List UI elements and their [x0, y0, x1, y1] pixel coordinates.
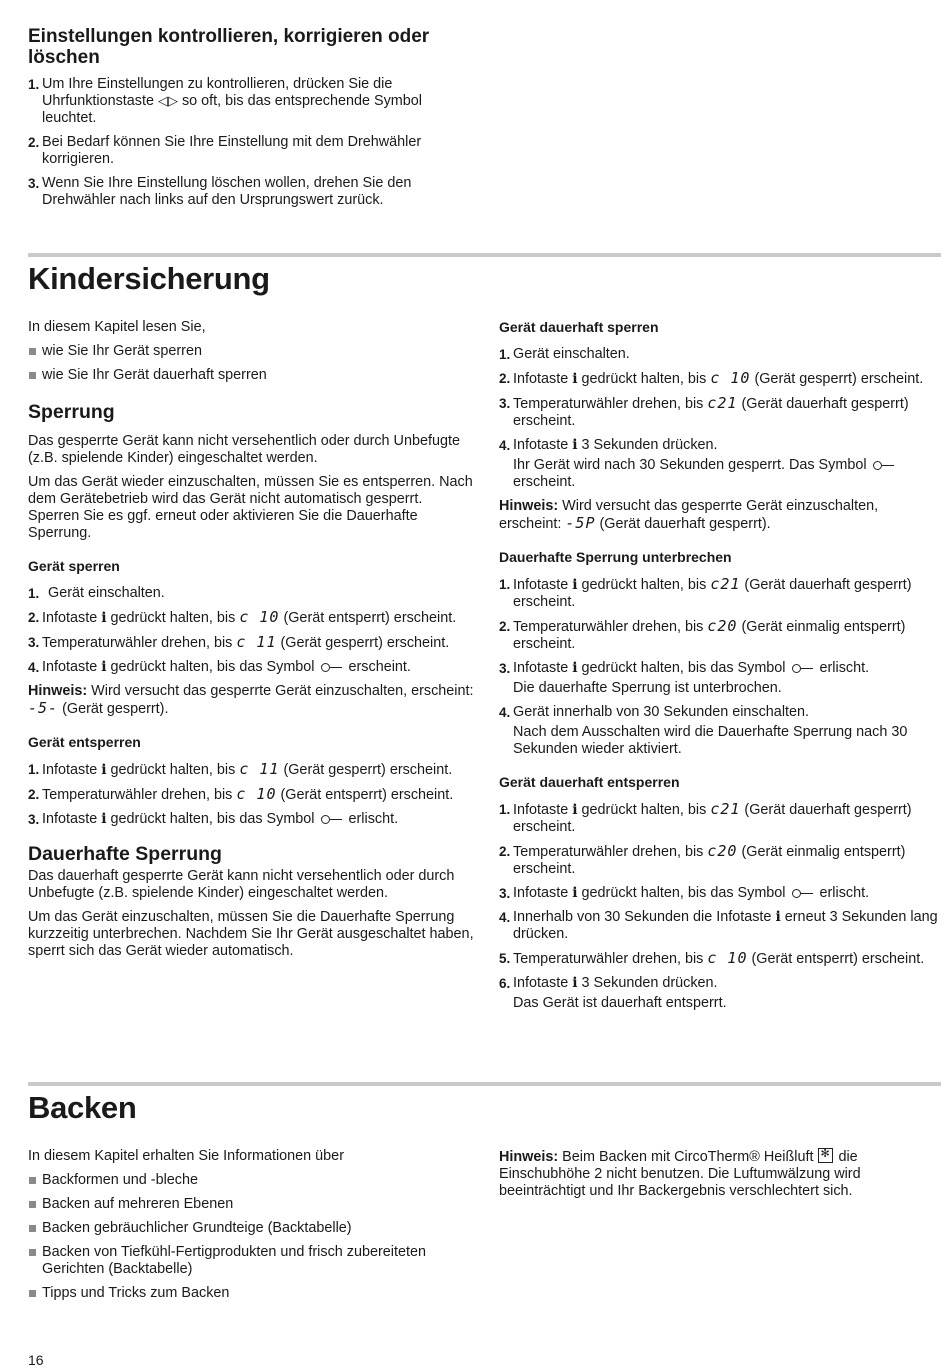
list-item: 2. Infotaste i gedrückt halten, bis c 10 (Gerät gesperrt) erscheint. — [499, 369, 924, 387]
list-item: 4. Innerhalb von 30 Sekunden die Infotaste i erneut 3 Sekunden lang drücken. — [499, 909, 938, 942]
list-item: 6. Infotaste i 3 Sekunden drücken. Das Gerät ist dauerhaft entsperrt. — [499, 975, 727, 1011]
sperrung-p2: Um das Gerät wieder einzuschalten, müssen Sie es entsperren. Nach dem Gerätebetrieb wird das Gerät nicht automatisch gesperrt. Sperren Sie es ggf. erneut oder aktivieren Sie die Dauerhafte Sperrung. — [28, 474, 473, 541]
divider — [28, 253, 941, 257]
kinder-intro: In diesem Kapitel lesen Sie, — [28, 319, 206, 335]
dauerhaft-p2: Um das Gerät einzuschalten, müssen Sie die Dauerhafte Sperrung kurzzeitig unterbrechen. Nachdem Sie Ihr Gerät ausgeschaltet haben, sperrt sich das Gerät wieder automatisch. — [28, 909, 474, 959]
backen-left-column — [28, 1148, 474, 1309]
list-item: 3. Infotaste i gedrückt halten, bis das Symbol erlischt. — [499, 885, 870, 901]
list-item: 1. Infotaste i gedrückt halten, bis c21 (Gerät dauerhaft gesperrt) erscheint. — [499, 800, 912, 835]
backen-title: Backen — [28, 1090, 137, 1125]
info-icon: i — [775, 909, 781, 925]
list-item: 2. Bei Bedarf können Sie Ihre Einstellung mit dem Drehwähler korrigieren. — [28, 134, 422, 167]
key-icon — [321, 815, 343, 824]
section-check — [28, 26, 478, 216]
list-item: 4. Gerät innerhalb von 30 Sekunden einschalten. Nach dem Ausschalten wird die Dauerhafte Sperrung nach 30 Sekunden wieder aktiviert. — [499, 704, 908, 757]
display-code: c 11 — [236, 633, 277, 651]
list-item: 4. Infotaste i 3 Sekunden drücken. Ihr Gerät wird nach 30 Sekunden gesperrt. Das Symbol erscheint. — [499, 437, 941, 491]
list-item: 1. Um Ihre Einstellungen zu kontrollieren, drücken Sie die Uhrfunktionstaste ◁▷ so oft, bis das entsprechende Symbol leuchtet. — [28, 76, 422, 126]
list-item: 2. Temperaturwähler drehen, bis c 10 (Gerät entsperrt) erscheint. — [28, 785, 454, 803]
list-item: 4. Infotaste i gedrückt halten, bis das Symbol erscheint. — [28, 659, 411, 675]
list-item: 1. Gerät einschalten. — [28, 585, 165, 601]
info-icon: i — [572, 975, 578, 991]
kinder-bullets — [28, 343, 474, 384]
display-code: c20 — [707, 617, 738, 635]
list-item: 3. Temperaturwähler drehen, bis c 11 (Gerät gesperrt) erscheint. — [28, 633, 450, 651]
sperren-note: Hinweis: Wird versucht das gesperrte Gerät einzuschalten, erscheint: -5- (Gerät gesperrt). — [28, 683, 474, 717]
unterbrechen-title: Dauerhafte Sperrung unterbrechen — [499, 549, 732, 565]
list-item: 2. Infotaste i gedrückt halten, bis c 10 (Gerät entsperrt) erscheint. — [28, 608, 457, 626]
display-code: c 10 — [707, 949, 748, 967]
info-icon: i — [572, 437, 578, 453]
list-item: 5. Temperaturwähler drehen, bis c 10 (Gerät entsperrt) erscheint. — [499, 949, 925, 967]
entsperren-steps — [28, 761, 474, 828]
list-item: 3. Wenn Sie Ihre Einstellung löschen wollen, drehen Sie den Drehwähler nach links auf den Ursprungswert zurück. — [28, 175, 412, 208]
dauerhaft-p1: Das dauerhaft gesperrte Gerät kann nicht versehentlich oder durch Unbefugte (z.B. spielende Kinder) eingeschaltet werden. — [28, 868, 455, 901]
info-icon: i — [101, 610, 107, 626]
sperren-steps — [28, 585, 474, 676]
display-code: c20 — [707, 842, 738, 860]
list-item: 1. Infotaste i gedrückt halten, bis c 11 (Gerät gesperrt) erscheint. — [28, 760, 453, 778]
unterbrechen-steps — [499, 576, 941, 758]
circotherm-fan-icon — [818, 1148, 833, 1163]
sperrung-p1: Das gesperrte Gerät kann nicht versehentlich oder durch Unbefugte (z.B. spielende Kinder) eingeschaltet werden. — [28, 433, 460, 466]
display-code: -5P — [565, 514, 596, 532]
dauer-entsperren-title: Gerät dauerhaft entsperren — [499, 774, 680, 790]
dauer-entsperren-steps — [499, 801, 941, 1012]
display-code: c 10 — [239, 608, 280, 626]
info-icon: i — [572, 371, 578, 387]
display-code: c21 — [707, 394, 738, 412]
key-icon — [873, 461, 895, 470]
info-icon: i — [101, 811, 107, 827]
list-item: 3. Infotaste i gedrückt halten, bis das Symbol erlischt. Die dauerhafte Sperrung ist unterbrochen. — [499, 660, 870, 696]
kinder-left-column — [28, 319, 474, 967]
dauerhaft-title: Dauerhafte Sperrung — [28, 843, 222, 865]
info-icon: i — [572, 885, 578, 901]
kinder-title: Kindersicherung — [28, 261, 270, 296]
sperrung-title: Sperrung — [28, 401, 115, 423]
list-item: 1. Infotaste i gedrückt halten, bis c21 (Gerät dauerhaft gesperrt) erscheint. — [499, 575, 912, 610]
dauer-sperren-note: Hinweis: Wird versucht das gesperrte Gerät einzuschalten, erscheint: -5P (Gerät dauerhaft gesperrt). — [499, 498, 879, 532]
check-steps — [28, 76, 478, 209]
display-code: -5- — [28, 699, 59, 717]
list-item: 2. Temperaturwähler drehen, bis c20 (Gerät einmalig entsperrt) erscheint. — [499, 842, 906, 877]
backen-bullets — [28, 1172, 474, 1302]
info-icon: i — [572, 660, 578, 676]
list-item: Backen von Tiefkühl-Fertigprodukten und frisch zubereiteten Gerichten (Backtabelle) — [28, 1244, 474, 1278]
backen-intro: In diesem Kapitel erhalten Sie Informationen über — [28, 1148, 344, 1164]
info-icon: i — [572, 802, 578, 818]
display-code: c 10 — [710, 369, 751, 387]
list-item: 2. Temperaturwähler drehen, bis c20 (Gerät einmalig entsperrt) erscheint. — [499, 617, 906, 652]
key-icon — [792, 889, 814, 898]
list-item: 3. Infotaste i gedrückt halten, bis das Symbol erlischt. — [28, 811, 399, 827]
dauer-sperren-steps — [499, 346, 941, 491]
list-item: wie Sie Ihr Gerät dauerhaft sperren — [28, 367, 474, 384]
list-item: 1. Gerät einschalten. — [499, 346, 630, 362]
key-icon — [792, 664, 814, 673]
display-code: c 10 — [236, 785, 277, 803]
dauer-sperren-title: Gerät dauerhaft sperren — [499, 319, 659, 335]
clock-function-icon: ◁▷ — [157, 94, 178, 109]
kinder-right-column — [499, 319, 941, 1019]
list-item: Tipps und Tricks zum Backen — [28, 1285, 474, 1302]
sperren-title: Gerät sperren — [28, 558, 120, 574]
divider — [28, 1082, 941, 1086]
info-icon: i — [101, 762, 107, 778]
backen-right-column — [499, 1148, 941, 1207]
page-number: 16 — [28, 1352, 44, 1368]
info-icon: i — [572, 577, 578, 593]
backen-note: Hinweis: Beim Backen mit CircoTherm® Heißluft ✻ die Einschubhöhe 2 nicht benutzen. Die Luftumwälzung wird beeinträchtigt und Ihr Backergebnis verschlechtert sich. — [499, 1148, 941, 1200]
display-code: c 11 — [239, 760, 280, 778]
display-code: c21 — [710, 575, 741, 593]
list-item: Backen gebräuchlicher Grundteige (Backtabelle) — [28, 1220, 474, 1237]
info-icon: i — [101, 659, 107, 675]
list-item: 3. Temperaturwähler drehen, bis c21 (Gerät dauerhaft gesperrt) erscheint. — [499, 394, 909, 429]
list-item: Backformen und -bleche — [28, 1172, 474, 1189]
display-code: c21 — [710, 800, 741, 818]
entsperren-title: Gerät entsperren — [28, 734, 141, 750]
section-check-title: Einstellungen kontrollieren, korrigieren oder löschen — [28, 26, 430, 68]
list-item: Backen auf mehreren Ebenen — [28, 1196, 474, 1213]
list-item: wie Sie Ihr Gerät sperren — [28, 343, 474, 360]
key-icon — [321, 663, 343, 672]
